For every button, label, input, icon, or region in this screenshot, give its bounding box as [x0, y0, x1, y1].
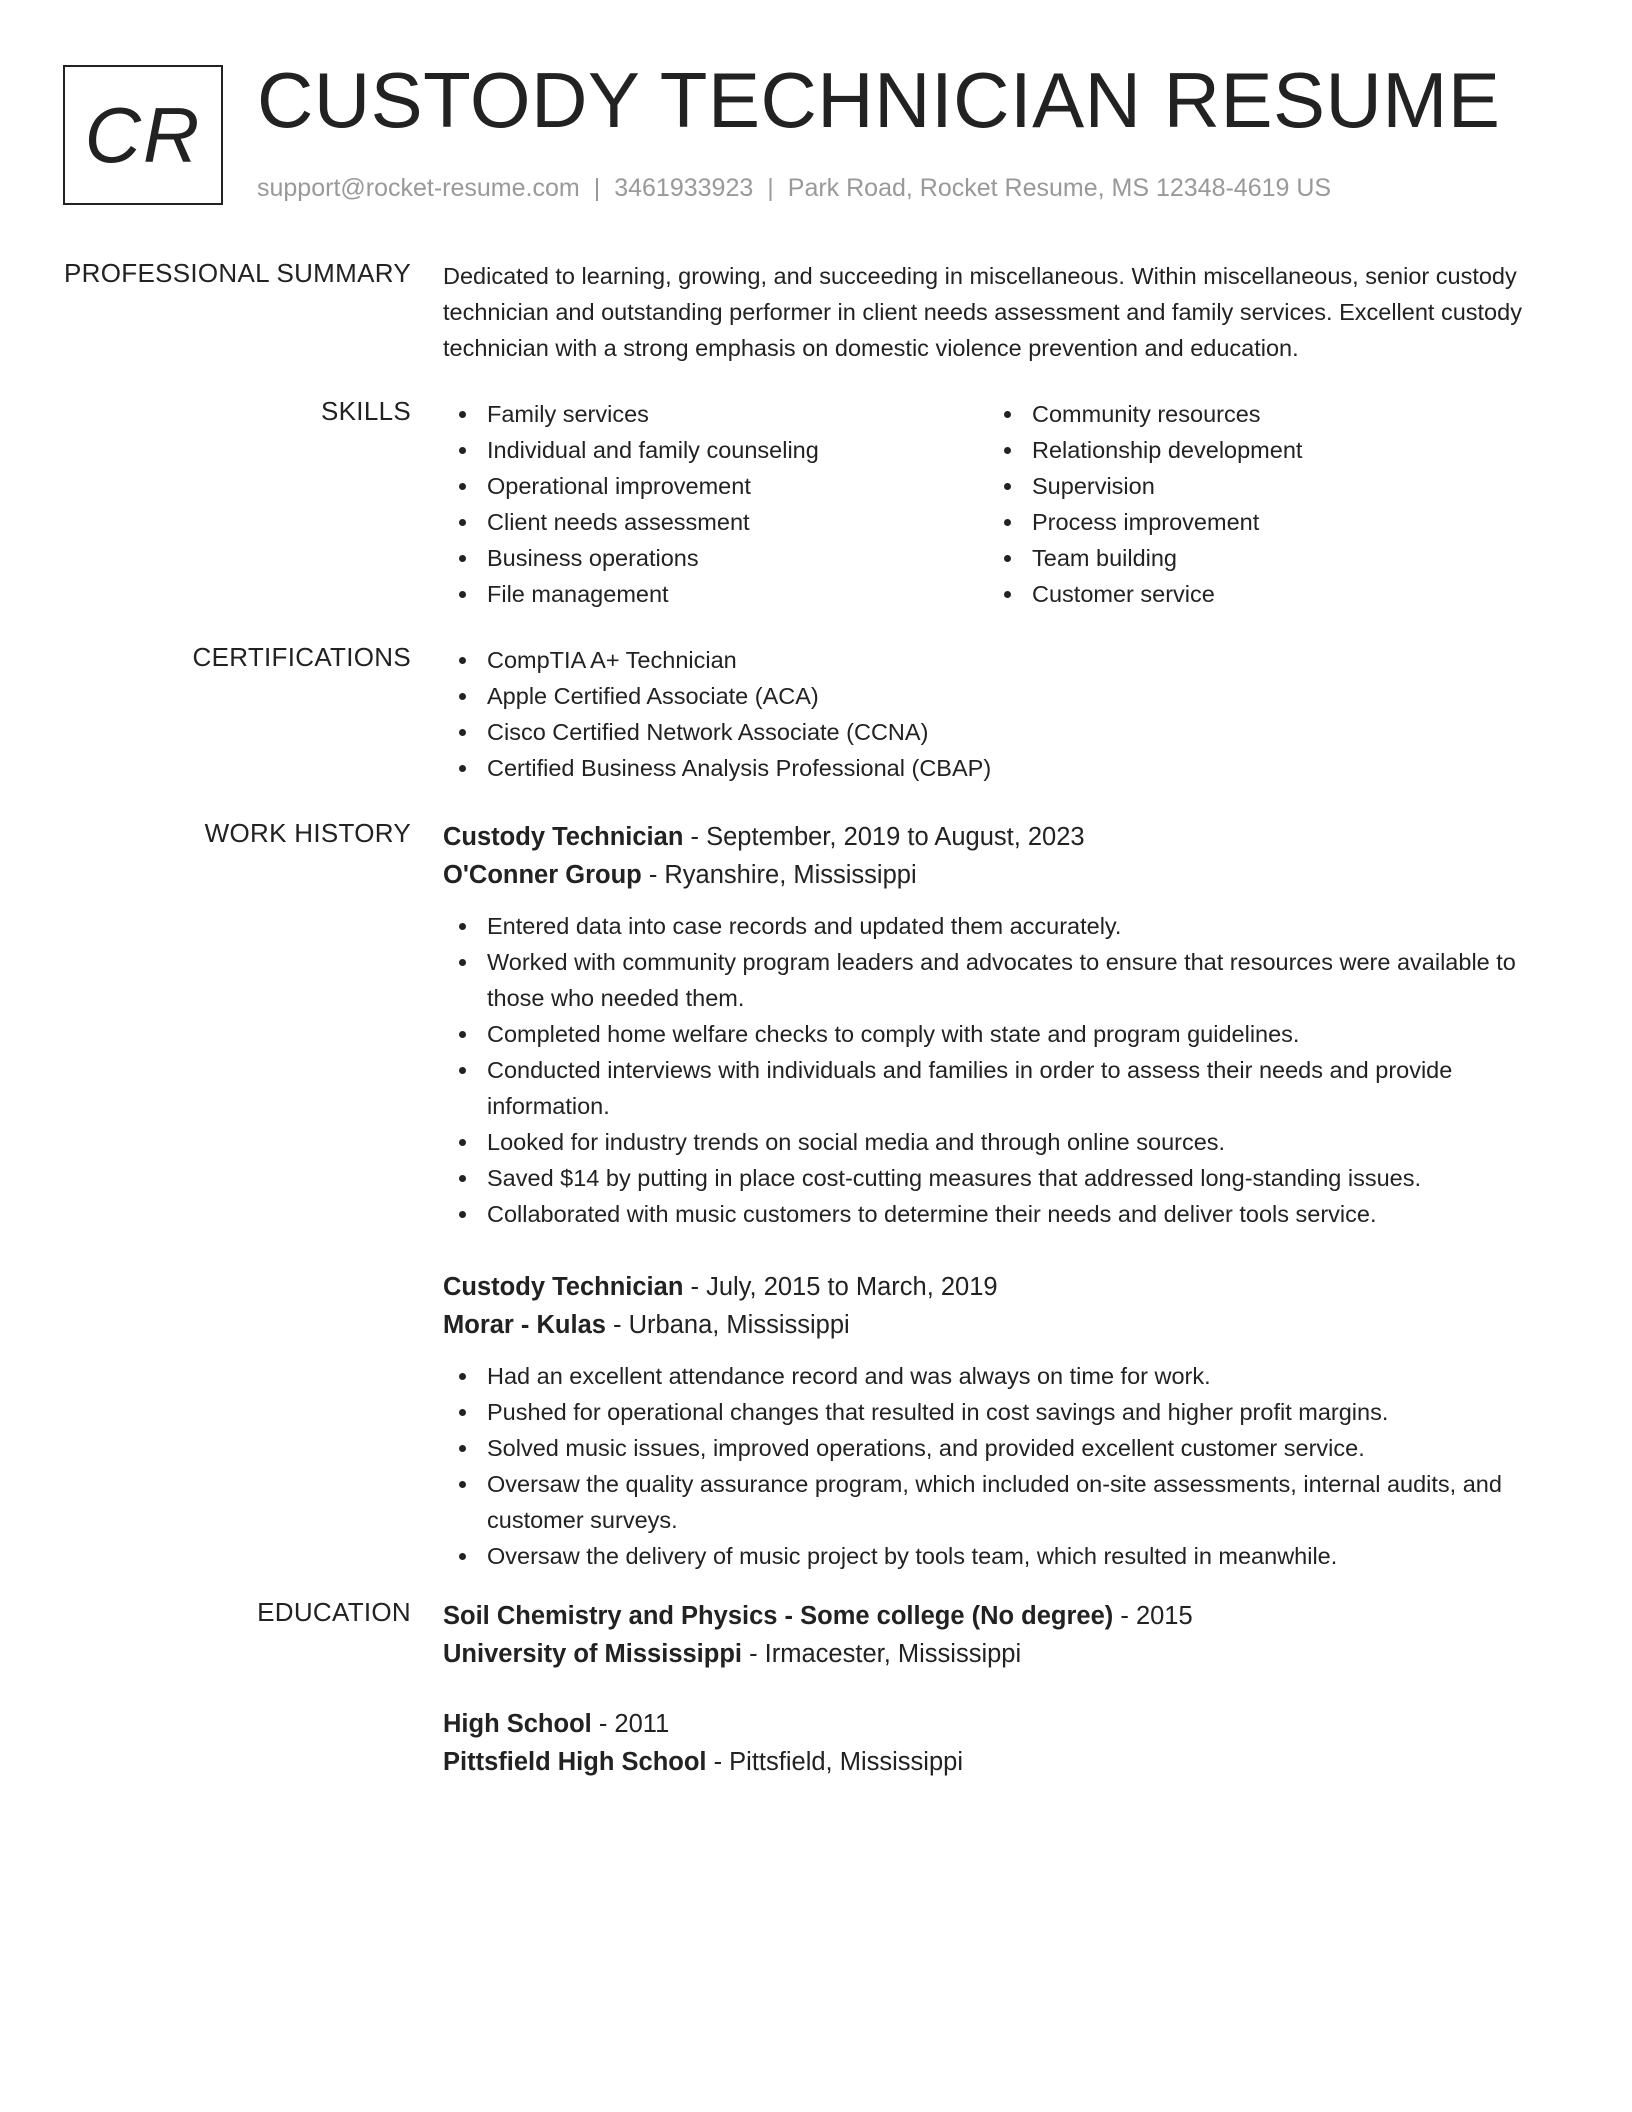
school-name: Pittsfield High School: [443, 1748, 707, 1776]
skill-item: Client needs assessment: [443, 504, 988, 540]
job-bullets: [443, 908, 1573, 1232]
job-bullet: Saved $14 by putting in place cost-cutting measures that addressed long-standing issues.: [443, 1160, 1573, 1196]
job-bullet: Had an excellent attendance record and was always on time for work.: [443, 1358, 1573, 1394]
summary-label: PROFESSIONAL SUMMARY: [64, 258, 411, 288]
job-bullet: Solved music issues, improved operations, and provided excellent customer service.: [443, 1430, 1573, 1466]
contact-line: [257, 174, 1331, 203]
education-entry: [443, 1705, 1573, 1781]
job-bullets: [443, 1358, 1573, 1574]
company-name: Morar - Kulas: [443, 1311, 606, 1339]
phone-text: 3461933923: [614, 174, 754, 202]
skill-item: Supervision: [988, 468, 1533, 504]
certification-item: Certified Business Analysis Professional (CBAP): [443, 750, 1573, 786]
skill-item: Individual and family counseling: [443, 432, 988, 468]
company-location: - Urbana, Mississippi: [605, 1311, 850, 1339]
job-title-line: [443, 1268, 1573, 1306]
job-entry: [443, 818, 1573, 1232]
job-company-line: [443, 856, 1573, 894]
degree-name: High School: [443, 1710, 592, 1738]
skill-item: Relationship development: [988, 432, 1533, 468]
monogram-logo: CR: [63, 65, 223, 205]
certification-item: Cisco Certified Network Associate (CCNA): [443, 714, 1573, 750]
summary-text: Dedicated to learning, growing, and succeeding in miscellaneous. Within miscellaneous, senior custody technician and outstanding performer in client needs assessment and family services. Excellent custody technician with a strong emphasis on domestic violence prevention and education.: [443, 263, 1522, 361]
job-bullet: Worked with community program leaders and advocates to ensure that resources were available to those who needed them.: [443, 944, 1573, 1016]
resume-title: CUSTODY TECHNICIAN RESUME: [257, 56, 1501, 144]
address-text: Park Road, Rocket Resume, MS 12348-4619 US: [787, 174, 1332, 202]
contact-separator: |: [767, 174, 774, 202]
skill-item: File management: [443, 576, 988, 612]
certifications-label: CERTIFICATIONS: [192, 642, 411, 672]
degree-line: [443, 1705, 1573, 1743]
certifications-list: [443, 642, 1573, 786]
job-bullet: Collaborated with music customers to determine their needs and deliver tools service.: [443, 1196, 1573, 1232]
job-title: Custody Technician: [443, 1273, 684, 1301]
skills-list-left: [443, 396, 988, 612]
skill-item: Operational improvement: [443, 468, 988, 504]
skill-item: Community resources: [988, 396, 1533, 432]
school-location: - Irmacester, Mississippi: [742, 1640, 1022, 1668]
job-entry: [443, 1268, 1573, 1574]
school-name: University of Mississippi: [443, 1640, 743, 1668]
job-bullet: Oversaw the quality assurance program, which included on-site assessments, internal audits, and customer surveys.: [443, 1466, 1573, 1538]
job-bullet: Pushed for operational changes that resulted in cost savings and higher profit margins.: [443, 1394, 1573, 1430]
job-title-line: [443, 818, 1573, 856]
email-text: support@rocket-resume.com: [257, 174, 580, 202]
work-history-label: WORK HISTORY: [204, 818, 411, 848]
company-location: - Ryanshire, Mississippi: [641, 861, 917, 889]
certification-item: CompTIA A+ Technician: [443, 642, 1573, 678]
school-line: [443, 1743, 1573, 1781]
job-bullet: Entered data into case records and updated them accurately.: [443, 908, 1573, 944]
skills-list-right: [988, 396, 1533, 612]
job-bullet: Conducted interviews with individuals and families in order to assess their needs and provide information.: [443, 1052, 1573, 1124]
skill-item: Team building: [988, 540, 1533, 576]
job-bullet: Looked for industry trends on social media and through online sources.: [443, 1124, 1573, 1160]
degree-year: - 2011: [591, 1710, 670, 1738]
job-bullet: Completed home welfare checks to comply with state and program guidelines.: [443, 1016, 1573, 1052]
degree-line: [443, 1597, 1573, 1635]
job-dates: - July, 2015 to March, 2019: [683, 1273, 998, 1301]
contact-separator: |: [593, 174, 601, 202]
skill-item: Customer service: [988, 576, 1533, 612]
job-company-line: [443, 1306, 1573, 1344]
skill-item: Process improvement: [988, 504, 1533, 540]
company-name: O'Conner Group: [443, 861, 642, 889]
education-label: EDUCATION: [257, 1597, 411, 1627]
skill-item: Family services: [443, 396, 988, 432]
job-bullet: Oversaw the delivery of music project by tools team, which resulted in meanwhile.: [443, 1538, 1573, 1574]
job-title: Custody Technician: [443, 823, 684, 851]
school-line: [443, 1635, 1573, 1673]
job-dates: - September, 2019 to August, 2023: [683, 823, 1085, 851]
skill-item: Business operations: [443, 540, 988, 576]
school-location: - Pittsfield, Mississippi: [706, 1748, 963, 1776]
degree-name: Soil Chemistry and Physics - Some college (No degree): [443, 1602, 1114, 1630]
skills-label: SKILLS: [321, 396, 411, 426]
degree-year: - 2015: [1113, 1602, 1193, 1630]
certification-item: Apple Certified Associate (ACA): [443, 678, 1573, 714]
education-entry: [443, 1597, 1573, 1673]
